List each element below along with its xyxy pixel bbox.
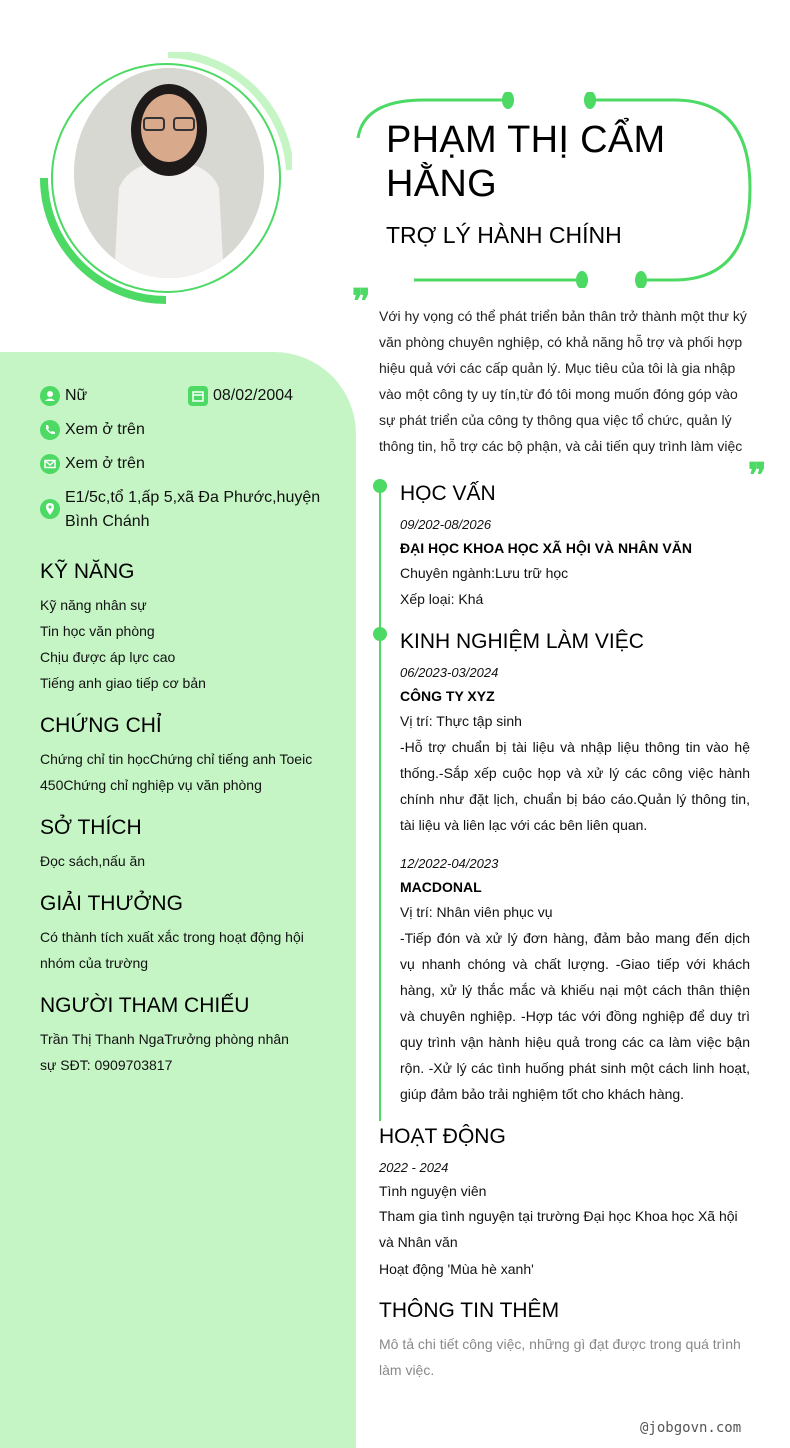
job-company: CÔNG TY XYZ xyxy=(400,688,495,704)
job-date: 12/2022-04/2023 xyxy=(400,856,499,871)
candidate-name: PHẠM THỊ CẨM HẰNG xyxy=(386,119,666,205)
education-major: Chuyên ngành:Lưu trữ học xyxy=(400,565,569,581)
skills-heading: KỸ NĂNG xyxy=(40,560,135,583)
calendar-icon xyxy=(188,386,208,406)
education-date: 09/202-08/2026 xyxy=(400,517,492,532)
gender-value: Nữ xyxy=(65,387,88,404)
address-value: E1/5c,tổ 1,ấp 5,xã Đa Phước,huyện Bình Chánh xyxy=(65,489,321,530)
timeline-line xyxy=(379,486,381,1121)
activities-heading: HOẠT ĐỘNG xyxy=(379,1125,506,1148)
skill-item: Tiếng anh giao tiếp cơ bản xyxy=(40,675,206,691)
dob-value: 08/02/2004 xyxy=(213,387,294,404)
timeline-dot xyxy=(373,479,387,493)
skill-item: Kỹ năng nhân sự xyxy=(40,597,147,613)
education-rank: Xếp loại: Khá xyxy=(400,591,484,607)
phone-icon xyxy=(40,420,60,440)
references-heading: NGƯỜI THAM CHIẾU xyxy=(40,994,250,1017)
certificates-heading: CHỨNG CHỈ xyxy=(40,714,162,737)
certificates-text: Chứng chỉ tin họcChứng chỉ tiếng anh Toeic 450Chứng chỉ nghiệp vụ văn phòng xyxy=(40,751,313,793)
contact-phone xyxy=(40,418,145,442)
activity-role: Tình nguyện viên xyxy=(379,1183,487,1199)
job-description: -Hỗ trợ chuẩn bị tài liệu và nhập liệu thông tin vào hệ thống.-Sắp xếp cuộc họp và xử lý các công việc hành chính như đặt lịch, chuẩn bị báo cáo.Quản lý thông tin, tài liệu và liên lạc với các bên liên quan. xyxy=(400,739,750,833)
email-value[interactable]: Xem ở trên xyxy=(65,455,145,472)
activity-extra: Hoạt động 'Mùa hè xanh' xyxy=(379,1261,534,1277)
education-school: ĐẠI HỌC KHOA HỌC XÃ HỘI VÀ NHÂN VĂN xyxy=(400,540,692,556)
activity-date: 2022 - 2024 xyxy=(379,1160,449,1175)
awards-heading: GIẢI THƯỞNG xyxy=(40,892,183,915)
contact-gender xyxy=(40,384,87,408)
additional-heading: THÔNG TIN THÊM xyxy=(379,1299,560,1322)
activity-description: Tham gia tình nguyện tại trường Đại học Khoa học Xã hội và Nhân văn xyxy=(379,1208,738,1250)
contact-dob xyxy=(188,384,293,408)
career-objective: Với hy vọng có thể phát triển bản thân trở thành một thư ký văn phòng chuyên nghiệp, có khả năng hỗ trợ và phối hợp hiệu quả với các cấp quản lý. Mục tiêu của tôi là gia nhập vào một công ty uy tín,từ đó tôi mong muốn đóng góp vào sự phát triển của công ty thông qua việc tổ chức, quản lý thông tin, hỗ trợ các bộ phận, và cải tiến quy trình làm việc xyxy=(379,308,747,454)
job-position: Vị trí: Thực tập sinh xyxy=(400,713,522,729)
email-icon xyxy=(40,454,60,474)
watermark: @jobgovn.com xyxy=(640,1420,742,1436)
timeline-dot xyxy=(373,627,387,641)
skill-item: Chịu được áp lực cao xyxy=(40,649,176,665)
skills-list xyxy=(40,592,340,696)
references-text: Trần Thị Thanh NgaTrưởng phòng nhân sự SĐT: 0909703817 xyxy=(40,1031,289,1073)
contact-address xyxy=(40,486,340,534)
experience-heading: KINH NGHIỆM LÀM VIỆC xyxy=(400,630,644,653)
quote-close-icon: ❞ xyxy=(748,458,767,495)
quote-open-icon: ❞ xyxy=(352,284,371,321)
user-icon xyxy=(40,386,60,406)
contact-email xyxy=(40,452,145,476)
job-date: 06/2023-03/2024 xyxy=(400,665,499,680)
job-description: -Tiếp đón và xử lý đơn hàng, đảm bảo mang đến dịch vụ nhanh chóng và chất lượng. -Giao tiếp với khách hàng, xử lý thắc mắc và khiếu nại một cách thân thiện và chuyên nghiệp. -Hợp tác với đồng nghiệp để duy trì quy trình vận hành hiệu quả trong các ca làm việc bận rộn. -Xử lý các tình huống phát sinh một cách linh hoạt, giúp đảm bảo trải nghiệm tốt cho khách hàng. xyxy=(400,930,750,1102)
phone-value[interactable]: Xem ở trên xyxy=(65,421,145,438)
awards-text: Có thành tích xuất xắc trong hoạt động hội nhóm của trường xyxy=(40,929,304,971)
profile-photo xyxy=(74,68,264,278)
job-company: MACDONAL xyxy=(400,879,482,895)
location-pin-icon xyxy=(40,499,60,519)
education-heading: HỌC VẤN xyxy=(400,482,496,505)
additional-text: Mô tả chi tiết công việc, những gì đạt được trong quá trình làm việc. xyxy=(379,1336,741,1378)
job-position: Vị trí: Nhân viên phục vụ xyxy=(400,904,553,920)
hobbies-heading: SỞ THÍCH xyxy=(40,816,142,839)
hobbies-text: Đọc sách,nấu ăn xyxy=(40,853,146,869)
job-title: TRỢ LÝ HÀNH CHÍNH xyxy=(386,222,622,248)
skill-item: Tin học văn phòng xyxy=(40,623,155,639)
